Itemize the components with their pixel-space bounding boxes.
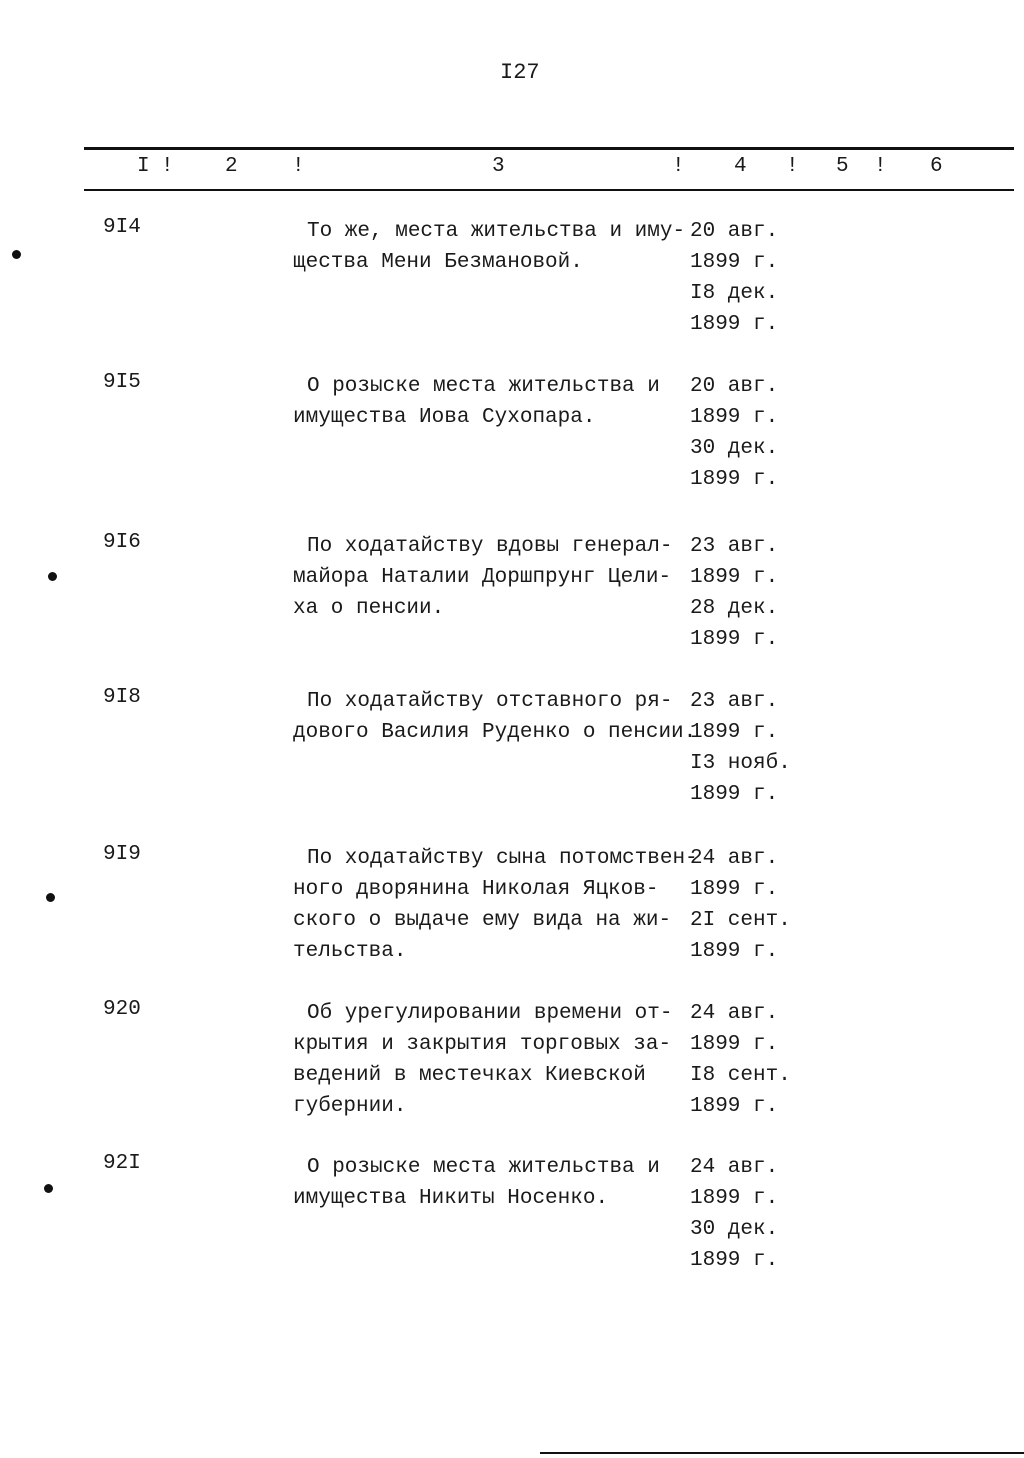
- entry-number: 9I5: [103, 371, 141, 394]
- entry-date-line: 1899 г.: [690, 628, 779, 651]
- entry-title: [293, 371, 660, 433]
- entry-title: [293, 216, 685, 278]
- entry-date-line: 1899 г.: [690, 1095, 779, 1118]
- col-header-6: 6: [930, 155, 943, 178]
- entry-date-line: 24 авг.: [690, 1156, 779, 1179]
- entry-number: 9I9: [103, 843, 141, 866]
- entry-title-line: тельства.: [293, 940, 407, 963]
- punch-hole-mark: [46, 893, 55, 902]
- entry-date-line: 1899 г.: [690, 1033, 779, 1056]
- col-header-5: 5: [836, 155, 849, 178]
- entry-title-line: ского о выдаче ему вида на жи-: [293, 909, 672, 932]
- entry-dates: [690, 686, 791, 810]
- entry-title: [293, 1152, 660, 1214]
- entry-number: 920: [103, 998, 141, 1021]
- entry-dates: [690, 843, 791, 967]
- punch-hole-mark: [44, 1184, 53, 1193]
- entry-date-line: 1899 г.: [690, 783, 779, 806]
- entry-date-line: 23 авг.: [690, 690, 779, 713]
- entry-title-line: О розыске места жительства и: [307, 1156, 660, 1179]
- entry-title: [293, 686, 696, 748]
- entry-date-line: 1899 г.: [690, 468, 779, 491]
- entry-date-line: I8 сент.: [690, 1064, 791, 1087]
- list-item: [0, 371, 1024, 501]
- entry-dates: [690, 531, 778, 655]
- entry-title-line: майора Наталии Доршпрунг Цели-: [293, 566, 672, 589]
- entry-date-line: 1899 г.: [690, 940, 779, 963]
- punch-hole-mark: [12, 250, 21, 259]
- entry-title-line: Об урегулировании времени от-: [307, 1002, 673, 1025]
- col-header-1: I: [137, 155, 150, 178]
- entry-title: [293, 843, 698, 967]
- entry-date-line: 1899 г.: [690, 878, 779, 901]
- col-separator: !: [672, 155, 685, 178]
- entry-number: 9I4: [103, 216, 141, 239]
- punch-hole-mark: [48, 572, 57, 581]
- col-separator: !: [161, 155, 174, 178]
- entry-dates: [690, 216, 778, 340]
- entry-dates: [690, 371, 778, 495]
- header-top-rule: [84, 147, 1014, 150]
- entry-date-line: 30 дек.: [690, 437, 779, 460]
- entry-date-line: 20 авг.: [690, 375, 779, 398]
- entry-date-line: I8 дек.: [690, 282, 779, 305]
- entry-number: 9I8: [103, 686, 141, 709]
- entry-title-line: щества Мени Безмановой.: [293, 251, 583, 274]
- entry-date-line: 23 авг.: [690, 535, 779, 558]
- entry-title-line: имущества Никиты Носенко.: [293, 1187, 609, 1210]
- entry-number: 92I: [103, 1152, 141, 1175]
- entry-date-line: 1899 г.: [690, 313, 779, 336]
- entry-date-line: 1899 г.: [690, 251, 779, 274]
- entry-date-line: 1899 г.: [690, 406, 779, 429]
- entry-title: [293, 531, 672, 624]
- bottom-rule: [540, 1452, 1024, 1454]
- entry-dates: [690, 998, 791, 1122]
- entry-date-line: I3 нояб.: [690, 752, 791, 775]
- col-separator: !: [786, 155, 799, 178]
- page-number: I27: [500, 60, 540, 85]
- entry-title-line: имущества Иова Сухопара.: [293, 406, 596, 429]
- entry-date-line: 2I сент.: [690, 909, 791, 932]
- col-separator: !: [874, 155, 887, 178]
- entry-title-line: По ходатайству вдовы генерал-: [307, 535, 673, 558]
- entry-title: [293, 998, 672, 1122]
- entry-title-line: крытия и закрытия торговых за-: [293, 1033, 672, 1056]
- entry-date-line: 30 дек.: [690, 1218, 779, 1241]
- entry-number: 9I6: [103, 531, 141, 554]
- col-separator: !: [292, 155, 305, 178]
- entry-date-line: 1899 г.: [690, 1187, 779, 1210]
- entry-title-line: губернии.: [293, 1095, 407, 1118]
- list-item: [0, 998, 1024, 1128]
- list-item: [0, 1152, 1024, 1282]
- entry-date-line: 1899 г.: [690, 721, 779, 744]
- list-item: [0, 216, 1024, 346]
- entry-title-line: По ходатайству сына потомствен-: [307, 847, 698, 870]
- entry-date-line: 1899 г.: [690, 1249, 779, 1272]
- entry-title-line: ха о пенсии.: [293, 597, 445, 620]
- col-header-4: 4: [734, 155, 747, 178]
- entry-dates: [690, 1152, 778, 1276]
- col-header-2: 2: [225, 155, 238, 178]
- entry-date-line: 20 авг.: [690, 220, 779, 243]
- header-bottom-rule: [84, 189, 1014, 191]
- entry-date-line: 24 авг.: [690, 847, 779, 870]
- entry-title-line: ведений в местечках Киевской: [293, 1064, 646, 1087]
- entry-title-line: ного дворянина Николая Яцков-: [293, 878, 659, 901]
- col-header-3: 3: [492, 155, 505, 178]
- entry-title-line: То же, места жительства и иму-: [307, 220, 686, 243]
- entry-title-line: дового Василия Руденко о пенсии.: [293, 721, 697, 744]
- entry-date-line: 1899 г.: [690, 566, 779, 589]
- entry-date-line: 28 дек.: [690, 597, 779, 620]
- list-item: [0, 531, 1024, 661]
- entry-title-line: О розыске места жительства и: [307, 375, 660, 398]
- entry-title-line: По ходатайству отставного ря-: [307, 690, 673, 713]
- entry-date-line: 24 авг.: [690, 1002, 779, 1025]
- list-item: [0, 686, 1024, 816]
- list-item: [0, 843, 1024, 973]
